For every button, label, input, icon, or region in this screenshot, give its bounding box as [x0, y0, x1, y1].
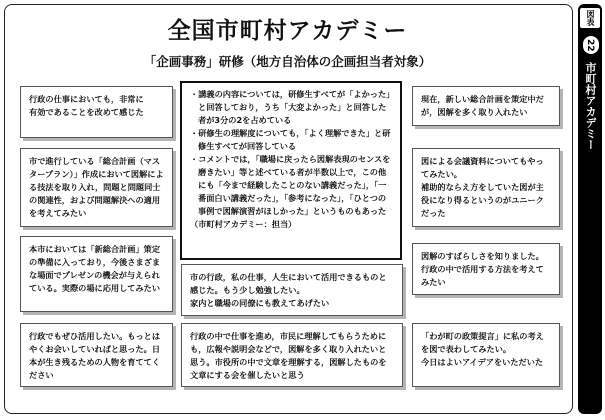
comment-box-right-4: 「わが町の政策提言」に私の考えを図で表わしてみたい。 今日はよいアイデアをいただいた: [412, 323, 560, 387]
page-subtitle: 「企画事務」研修（地方自治体の企画担当者対象）: [143, 54, 432, 69]
comment-box-left-3: 本市においては「新総合計画」策定の準備に入っており，今後さまざまな場面でプレゼンの機会が与えられている。実際の場に応用してみたい: [20, 236, 173, 312]
summary-item: ・コメントでは，「職場に戻ったら図解表現のセンスを磨きたい」等と述べている者が半数以上で，この他にも「今まで経験したことのない講義だった」，「一番面白い講義だった」，「参考になった」，「ひとつの事例で図解演習がほしかった」というものもあった: [190, 154, 391, 216]
page-title: 全国市町村アカデミー: [167, 18, 408, 44]
side-label-text: 市町村アカデミー: [584, 61, 597, 150]
comment-box-left-1: 行政の仕事においても，非常に 有効であることを改めて感じた: [20, 86, 173, 138]
figure-number-badge: 22: [583, 36, 599, 54]
comment-box-right-2: 図による会議資料についてもやってみたい。 補助的ならえ方をしていた図が主役になり得るというのがユニークだった: [412, 148, 560, 227]
figure-tag: 図表: [580, 8, 600, 28]
comment-box-left-2: 市で進行している「総合計画（マスタープラン）」作成において図解による技法を取り入れ，問題と問題同士の関連性，および問題解決への適用を考えてみたい: [20, 148, 173, 227]
summary-item: ・研修生の理解度についても，「よく理解できた」と研修生すべてが回答している: [190, 128, 391, 151]
side-tab-label: [580, 8, 600, 150]
comment-box-center-1: 市の行政，私の仕事，人生において活用できるものと感じた。もう少し勉強したい。 家内と職場の同僚にも教えてあげたい: [181, 264, 403, 316]
comment-box-center-2: 行政の中で仕事を進め，市民に理解してもらうためにも，広報や説明会などで，図解を多く取り入れたいと思う。市役所の中で文章を理解する，図解したものを文章にする会を催したいと思う: [181, 323, 403, 387]
summary-box: [180, 81, 402, 260]
summary-note: （市町村アカデミー：担当）: [190, 219, 297, 229]
comment-box-right-1: 現在，新しい総合計画を策定中だが，図解を多く取り入れたい: [412, 86, 560, 126]
comment-box-right-3: 図解のすばらしさを知りました。 行政の中で活用する方法を考えてみたい: [412, 243, 560, 295]
comment-box-left-4: 行政でもぜひ活用したい。もっとはやくお会いしていればと思った。日本が生き残るための人物を育ててください: [20, 323, 173, 387]
summary-item: ・講義の内容については，研修生すべてが「よかった」と回答しており，うち「大変よかった」と回答した者が3分の2を占めている: [190, 89, 391, 125]
